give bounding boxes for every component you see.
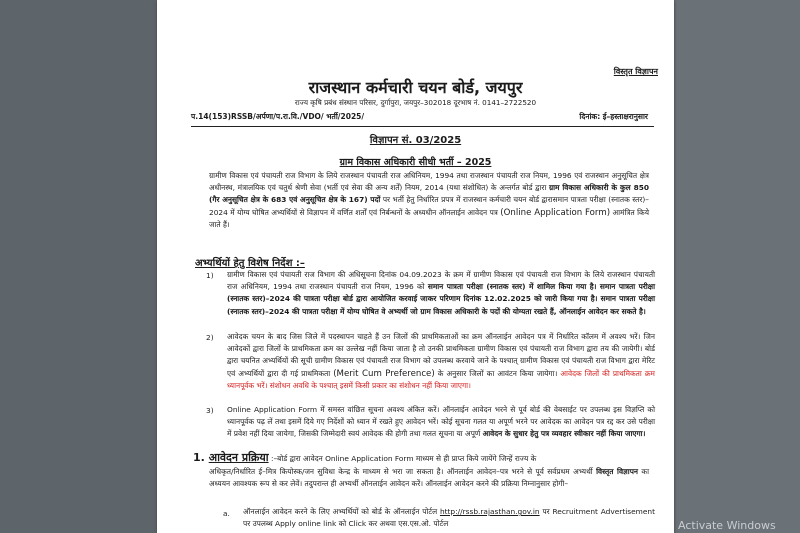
date-label: दिनांक: ई–हस्ताक्षरानुसार bbox=[579, 112, 648, 121]
organization-address: राज्य कृषि प्रबंध संस्थान परिसर, दुर्गापुरा, जयपुर–302018 दूरभाष नं. 0141–2722520 bbox=[294, 98, 537, 107]
subject-heading: ग्राम विकास अधिकारी सीधी भर्ती – 2025 bbox=[339, 157, 492, 168]
subpoint-number: a. bbox=[223, 509, 230, 518]
point-number: 1) bbox=[206, 271, 214, 280]
reference-number: प.14(153)RSSB/अर्पणा/प.रा.वि./VDO/ भर्ती/2025/ bbox=[191, 112, 365, 121]
ad-number: विज्ञापन सं. 03/2025 bbox=[369, 135, 462, 146]
intro-paragraph: ग्रामीण विकास एवं पंचायती राज विभाग के लिये राजस्थान पंचायती राज अधिनियम, 1994 तथा राजस्थान पंचायती राज नियम, 1996 एवं राजस्थान अनुसूचित क्षेत्र अधीनस्थ, मंत्रालयिक एवं चतुर्थ श्रेणी सेवा (भर्ती एवं सेवा की अन्य शर्तें) नियम, 2014 (यथा संशोधित) के अन्तर्गत बोर्ड द्वारा ग्राम विकास अधिकारी के कुल 850 (गैर अनुसूचित क्षेत्र के 683 एवं अनुसूचित क्षेत्र के 167) पदों पर भर्ती हेतु निर्धारित प्रपत्र में राजस्थान कर्मचारी चयन बोर्ड द्वारासमान पात्रता परीक्षा (स्नातक स्तर)– 2024 में योग्य घोषित अभ्यर्थियों से विज्ञापन में वर्णित शर्तों एवं निर्बन्धनों के अध्यधीन ऑनलाईन आवेदन पत्र (Online Application Form) आमंत्रित किये जाते हैं। bbox=[209, 171, 650, 229]
point-number: 3) bbox=[206, 406, 214, 415]
point-number: 2) bbox=[206, 333, 214, 342]
organization-title: राजस्थान कर्मचारी चयन बोर्ड, जयपुर bbox=[308, 78, 523, 97]
document-page bbox=[157, 0, 674, 533]
left-sidebar bbox=[0, 0, 155, 533]
point-item: ग्रामीण विकास एवं पंचायती राज विभाग की अधिसूचना दिनांक 04.09.2023 के क्रम में ग्रामीण विकास एवं पंचायती राज विभाग के लिये राजस्थान पंचायती राज अधिनियम, 1994 तथा राजस्थान पंचायती राज नियम, 1996 को समान पात्रता परीक्षा (स्नातक स्तर) में शामिल किया गया है। समान पात्रता परीक्षा (स्नातक स्तर)–2024 की पात्रता परीक्षा बोर्ड द्वारा आयोजित करवाई जाकर परिणाम दिनांक 12.02.2025 को जारी किया गया है। समान पात्रता परीक्षा (स्नातक स्तर)–2024 की पात्रता परीक्षा में योग्य घोषित वे अभ्यर्थी जो ग्राम विकास अधिकारी के पदों की योग्यता रखते हैं, ऑनलाईन आवेदन कर सकते है। bbox=[227, 270, 655, 316]
header-divider bbox=[191, 126, 654, 127]
point-item: Online Application Form में समस्त वांछित सूचना अवश्य अंकित करें। ऑनलाईन आवेदन भरने से पूर्व बोर्ड की वेबसाईट पर उपलब्ध इस विज्ञप्ति को ध्यानपूर्वक पढ़ लें तथा इसमें दिये गए निर्देशों को ध्यान में रखते हुए आवेदन भरें। कोई सूचना गलत या अपूर्ण भरने पर आवेदक का आवेदन पत्र रद्द कर उसे परीक्षा में प्रवेश नहीं दिया जायेगा, जिसकी जिम्मेदारी स्वयं आवेदक की होगी तथा गलत सूचना या अपूर्ण आवेदन के सुधार हेतु पत्र व्यवहार स्वीकार नहीं किया जाएगा। bbox=[227, 405, 655, 439]
point-item: आवेदक चयन के बाद जिस जिले में पदस्थापन चाहते हैं उन जिलों की प्राथमिकताओं का क्रम ऑनलाईन आवेदन पत्र में निर्धारित कॉलम में अवश्य भरें। जिन आवेदकों द्वारा जिलों के प्राथमिकता क्रम का उल्लेख नहीं किया जाता है तो उनकी प्राथमिकता ग्रामीण विकास एवं पंचायती राज विभाग द्वारा तय की जायेगी। बोर्ड द्वारा चयनित अभ्यर्थियों की सूची ग्रामीण विकास एवं पंचायती राज विभाग को उपलब्ध करवाये जाने के पश्चात् ग्रामीण विकास एवं पंचायती राज विभाग द्वारा मेरिट एवं अभ्यर्थियों द्वारा दी गई प्राथमिकता (Merit Cum Preference) के अनुसार जिलों का आवंटन किया जायेगा। आवेदक जिलों की प्राथमिकता क्रम ध्यानपूर्वक भरें। संशोधन अवधि के पश्चात् इसमें किसी प्रकार का संशोधन नहीं किया जाएगा। bbox=[227, 332, 655, 390]
portal-link[interactable]: http://rssb.rajasthan.gov.in bbox=[439, 507, 540, 516]
windows-watermark: Activate Windows bbox=[678, 519, 776, 532]
section-heading: अभ्यर्थियों हेतु विशेष निर्देश :– bbox=[195, 258, 305, 269]
application-process-heading: 1. आवेदन प्रक्रिया :–बोर्ड द्वारा आवेदन Online Application Form माध्यम से ही प्राप्त किये जायेंगे जिन्हें राज्य के bbox=[193, 451, 537, 464]
subpoint-item: ऑनलाईन आवेदन करने के लिए अभ्यर्थियों को बोर्ड के ऑनलाईन पोर्टल http://rssb.rajasthan.gov.in पर Recruitment Advertisement पर उपलब्ध Apply online link को Click कर अथवा एस.एस.ओ. पोर्टल bbox=[243, 507, 655, 529]
application-process-text: अधिकृत/निर्धारित ई–मित्र कियोस्क/जन सुविधा केन्द्र के माध्यम से भरा जा सकता है। ऑनलाईन आवेदन–पत्र भरने से पूर्व सर्वप्रथम अभ्यर्थी विस्तृत विज्ञापन का अध्ययन आवश्यक रूप से कर लेवें। तदुपरान्त ही अभ्यर्थी ऑनलाईन आवेदन करें। ऑनलाईन आवेदन करने की प्रक्रिया निम्नानुसार होगी– bbox=[209, 467, 649, 489]
detailed-ad-tag: विस्तृत विज्ञापन bbox=[613, 67, 658, 76]
right-sidebar bbox=[673, 0, 800, 533]
